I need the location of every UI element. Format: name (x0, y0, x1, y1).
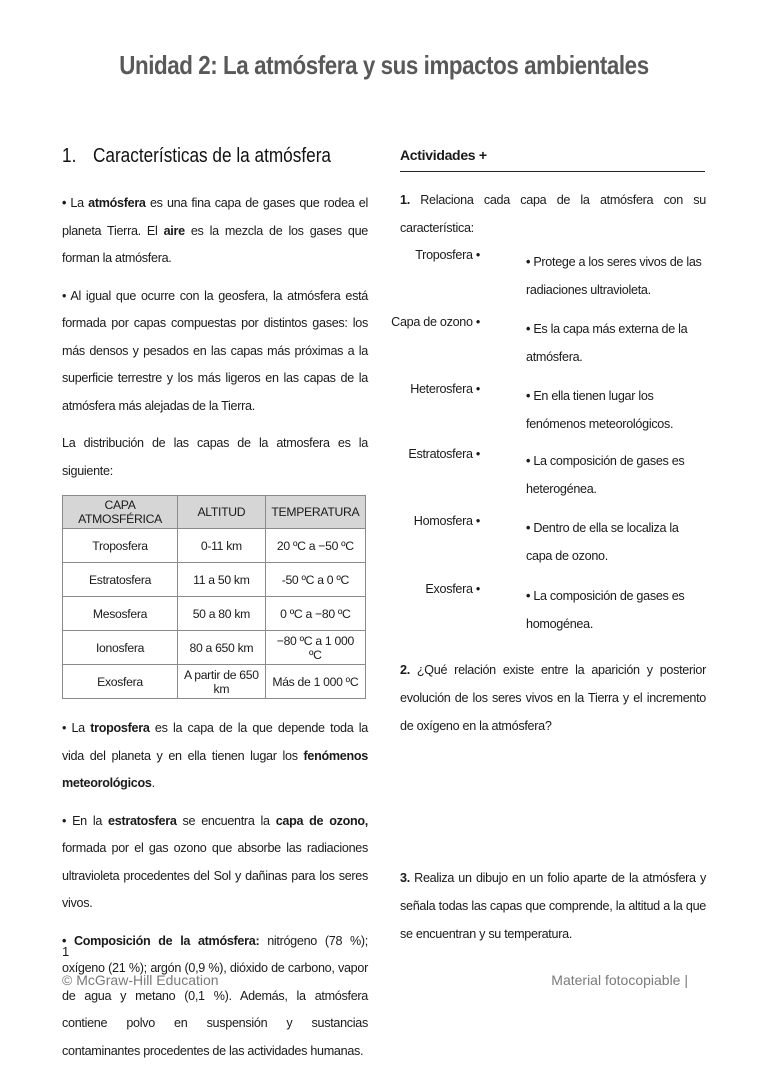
table-row (63, 563, 366, 597)
bullet-icon: • (526, 322, 531, 336)
layer-description: • Dentro de ella se localiza la capa de ozono. (526, 521, 679, 563)
table-row (63, 597, 366, 631)
table-cell: Más de 1 000 ºC (265, 665, 365, 699)
layer-description: • Es la capa más externa de la atmósfera. (526, 322, 688, 364)
matching-pair (400, 378, 706, 434)
table-cell: 0-11 km (178, 529, 266, 563)
table-cell: -50 ºC a 0 ºC (265, 563, 365, 597)
paragraph-composition: • Composición de la atmósfera: nitrógeno (78 %); oxígeno (21 %); argón (0,9 %), dióxido de carbono, vapor de agua y metano (0,1 %). Además, la atmósfera contiene polvo en suspensión y sustancias contaminantes procedentes de las actividades humanas. (62, 933, 368, 1058)
table-cell: Mesosfera (63, 597, 178, 631)
matching-pair (400, 244, 706, 300)
paragraph-troposphere: • La troposfera es la capa de la que depende toda la vida del planeta y en ella tienen lugar los fenómenos meteorológicos. (62, 721, 368, 790)
bullet-icon: • (526, 255, 531, 269)
layer-description: • En ella tienen lugar los fenómenos meteorológicos. (526, 389, 674, 431)
bullet-icon: • (526, 521, 531, 535)
layer-description: • Protege a los seres vivos de las radiaciones ultravioleta. (526, 255, 702, 297)
table-cell: 20 ºC a −50 ºC (265, 529, 365, 563)
matching-pair (391, 311, 706, 367)
layer-term: Heterosfera • (410, 382, 480, 396)
table-header: CAPA ATMOSFÉRICA (63, 496, 178, 529)
activities-divider (400, 171, 705, 172)
table-row (63, 529, 366, 563)
table-cell: Estratosfera (63, 563, 178, 597)
layer-term: Exosfera • (425, 582, 480, 596)
matching-pairs (391, 244, 706, 644)
matching-pair (400, 443, 706, 499)
table-header: TEMPERATURA (265, 496, 365, 529)
activities-column (391, 145, 706, 948)
question-1: 1. Relaciona cada capa de la atmósfera con su característica: (400, 193, 706, 235)
table-cell: 80 a 650 km (178, 631, 266, 665)
copyright-text: © McGraw-Hill Education (62, 972, 219, 988)
table-cell: Exosfera (63, 665, 178, 699)
bullet-icon: • (526, 389, 531, 403)
table-cell: A partir de 650 km (178, 665, 266, 699)
paragraph-layers: • Al igual que ocurre con la geosfera, la atmósfera está formada por capas compuestas por distintos gases: los más densos y pesados en las capas más próximas a la superficie terrestre y los más ligeros en las capas de la atmósfera más alejadas de la Tierra. (62, 288, 368, 413)
layer-term: Homosfera • (413, 514, 480, 528)
table-header: ALTITUD (178, 496, 266, 529)
table-cell: Troposfera (63, 529, 178, 563)
layer-description: • La composición de gases es heterogénea. (526, 454, 685, 496)
question-2: 2. ¿Qué relación existe entre la aparición y posterior evolución de los seres vivos en la Tierra y el incremento de oxígeno en la atmósfera? (400, 663, 706, 733)
table-header-row (63, 496, 366, 529)
layer-term: Estratosfera • (408, 447, 480, 461)
bullet-icon: • (526, 589, 531, 603)
bullet-icon: • (526, 454, 531, 468)
layer-term: Troposfera • (415, 248, 480, 262)
paragraph-distribution: La distribución de las capas de la atmosfera es la siguiente: (62, 436, 368, 478)
activities-heading: Actividades + (400, 147, 487, 163)
table-row (63, 631, 366, 665)
section-heading-text: Características de la atmósfera (92, 145, 331, 167)
table-row (63, 665, 366, 699)
matching-pair (400, 578, 706, 634)
table-cell: 50 a 80 km (178, 597, 266, 631)
matching-pair (400, 510, 706, 566)
layer-description: • La composición de gases es homogénea. (526, 589, 685, 631)
paragraph-stratosphere: • En la estratosfera se encuentra la capa de ozono, formada por el gas ozono que absorbe las radiaciones ultravioleta procedentes del Sol y dañinas para los seres vivos. (62, 813, 369, 910)
photocopiable-text: Material fotocopiable | (551, 972, 688, 988)
left-column (62, 145, 368, 1075)
table-cell: Ionosfera (63, 631, 178, 665)
layers-table (62, 495, 366, 699)
page-title: Unidad 2: La atmósfera y sus impactos ambientales (119, 50, 649, 80)
layer-term: Capa de ozono • (391, 315, 480, 329)
page-number: 1 (62, 944, 70, 959)
table-cell: −80 ºC a 1 000 ºC (265, 631, 365, 665)
table-cell: 0 ºC a −80 ºC (265, 597, 365, 631)
paragraph-atmosphere-definition: • La atmósfera es una fina capa de gases que rodea el planeta Tierra. El aire es la mezcla de los gases que forman la atmósfera. (62, 196, 368, 265)
question-3: 3. Realiza un dibujo en un folio aparte de la atmósfera y señala todas las capas que comprende, la altitud a la que se encuentran y su temperatura. (400, 871, 706, 941)
table-cell: 11 a 50 km (178, 563, 266, 597)
section-number: 1. (62, 145, 77, 167)
section-heading (62, 145, 331, 168)
